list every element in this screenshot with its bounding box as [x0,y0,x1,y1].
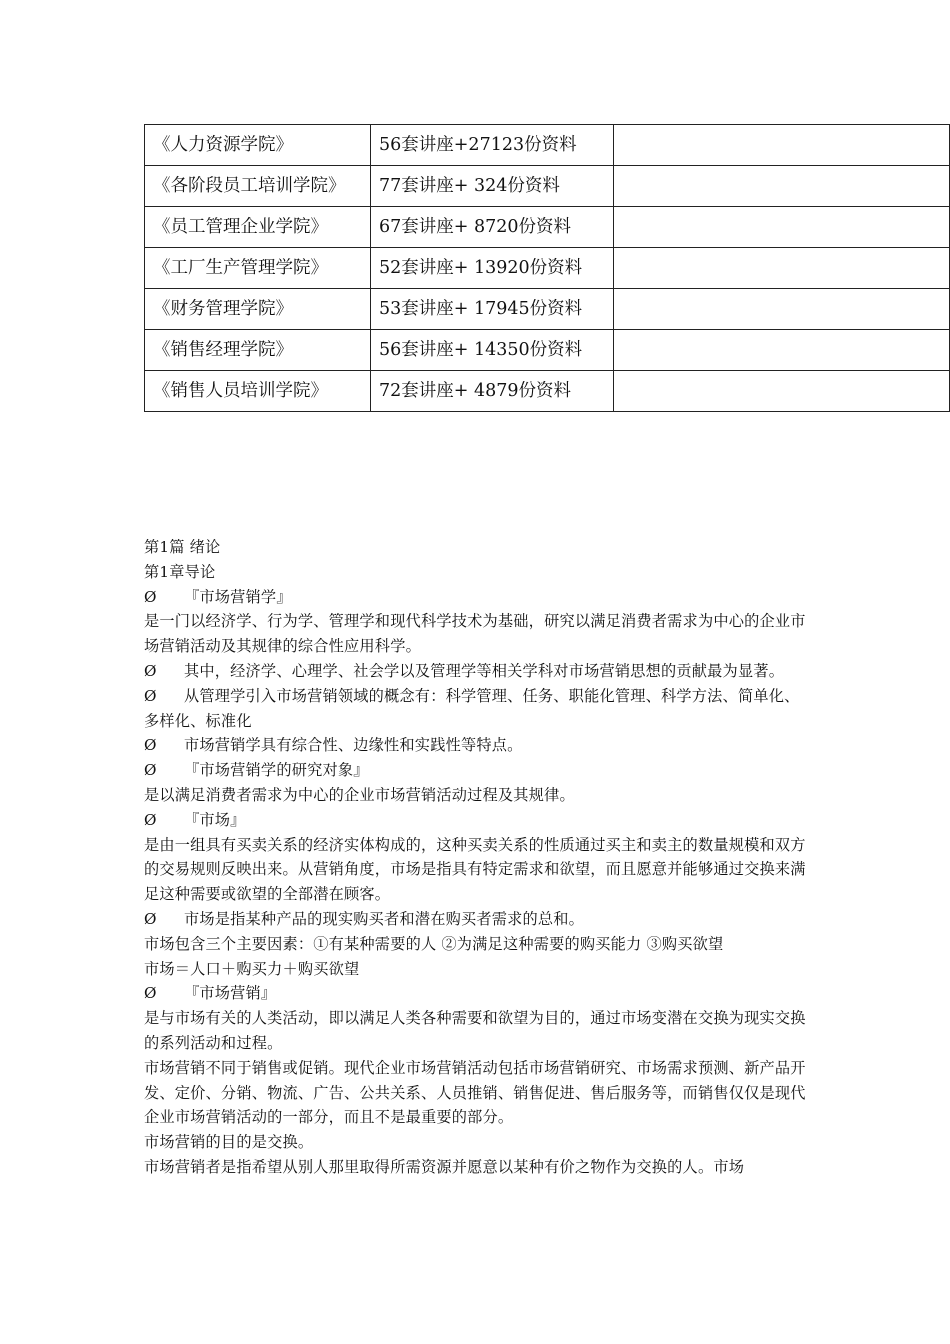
course-extra [614,125,950,166]
paragraph: 市场＝人口＋购买力＋购买欲望 [144,959,360,978]
bullet-item [144,758,809,783]
course-table [144,124,950,412]
course-name: 《财务管理学院》 [145,289,371,330]
bullet-text: 市场是指某种产品的现实购买者和潜在购买者需求的总和。 [184,909,585,928]
course-name: 《销售人员培训学院》 [145,371,371,412]
table-row [145,289,950,330]
bullet-text: 其中，经济学、心理学、社会学以及管理学等相关学科对市场营销思想的贡献最为显著。 [184,661,785,680]
bullet-icon: Ø [144,661,157,680]
table-row [145,371,950,412]
paragraph: 是一门以经济学、行为学、管理学和现代科学技术为基础，研究以满足消费者需求为中心的企业市场营销活动及其规律的综合性应用科学。 [144,612,806,656]
paragraph: 市场营销的目的是交换。 [144,1133,314,1152]
document-body [144,535,809,1180]
table-row [145,207,950,248]
bullet-text: 市场营销学具有综合性、边缘性和实践性等特点。 [184,736,523,755]
bullet-item [144,733,809,758]
paragraph: 是与市场有关的人类活动，即以满足人类各种需要和欲望为目的，通过市场变潜在交换为现实交换的系列活动和过程。 [144,1009,806,1052]
course-extra [614,248,950,289]
bullet-icon: Ø [144,761,157,780]
course-name: 《各阶段员工培训学院》 [145,166,371,207]
course-extra [614,289,950,330]
paragraph: 市场包含三个主要因素：①有某种需要的人 ②为满足这种需要的购买能力 ③购买欲望 [144,934,724,953]
table-row [145,166,950,207]
course-extra [614,330,950,371]
bullet-text: 『市场营销学』 [184,587,292,606]
bullet-icon: Ø [144,587,157,606]
table-row [145,125,950,166]
bullet-item [144,585,809,610]
paragraph: 是由一组具有买卖关系的经济实体构成的，这种买卖关系的性质通过买主和卖主的数量规模和双方的交易规则反映出来。从营销角度，市场是指具有特定需求和欲望，而且愿意并能够通过交换来满足这种需要或欲望的全部潜在顾客。 [144,835,806,904]
course-detail: 56套讲座+27123份资料 [371,125,614,166]
course-extra [614,166,950,207]
course-detail: 52套讲座+ 13920份资料 [371,248,614,289]
table-row [145,330,950,371]
bullet-text: 『市场营销学的研究对象』 [184,761,369,780]
bullet-icon: Ø [144,736,157,755]
bullet-text: 『市场』 [184,810,246,829]
course-name: 《销售经理学院》 [145,330,371,371]
paragraph: 是以满足消费者需求为中心的企业市场营销活动过程及其规律。 [144,785,575,804]
bullet-icon: Ø [144,810,157,829]
paragraph: 市场营销不同于销售或促销。现代企业市场营销活动包括市场营销研究、市场需求预测、新产品开发、定价、分销、物流、广告、公共关系、人员推销、销售促进、售后服务等，而销售仅仅是现代企业市场营销活动的一部分，而且不是最重要的部分。 [144,1058,806,1127]
course-extra [614,207,950,248]
bullet-item [144,981,809,1006]
course-detail: 53套讲座+ 17945份资料 [371,289,614,330]
bullet-item [144,907,809,932]
table-row [145,248,950,289]
course-name: 《工厂生产管理学院》 [145,248,371,289]
bullet-icon: Ø [144,686,157,705]
course-name: 《人力资源学院》 [145,125,371,166]
bullet-icon: Ø [144,984,157,1003]
bullet-item [144,808,809,833]
course-name: 《员工管理企业学院》 [145,207,371,248]
bullet-item [144,684,809,734]
course-detail: 77套讲座+ 324份资料 [371,166,614,207]
bullet-text: 『市场营销』 [184,984,277,1003]
course-detail: 56套讲座+ 14350份资料 [371,330,614,371]
course-extra [614,371,950,412]
paragraph: 市场营销者是指希望从别人那里取得所需资源并愿意以某种有价之物作为交换的人。市场 [144,1157,745,1176]
bullet-text: 从管理学引入市场营销领域的概念有：科学管理、任务、职能化管理、科学方法、简单化、多样化、标准化 [144,686,800,730]
bullet-item [144,659,809,684]
part-heading: 第1篇 绪论 [144,538,221,556]
bullet-icon: Ø [144,909,157,928]
course-detail: 72套讲座+ 4879份资料 [371,371,614,412]
chapter-heading: 第1章导论 [144,562,216,581]
course-detail: 67套讲座+ 8720份资料 [371,207,614,248]
